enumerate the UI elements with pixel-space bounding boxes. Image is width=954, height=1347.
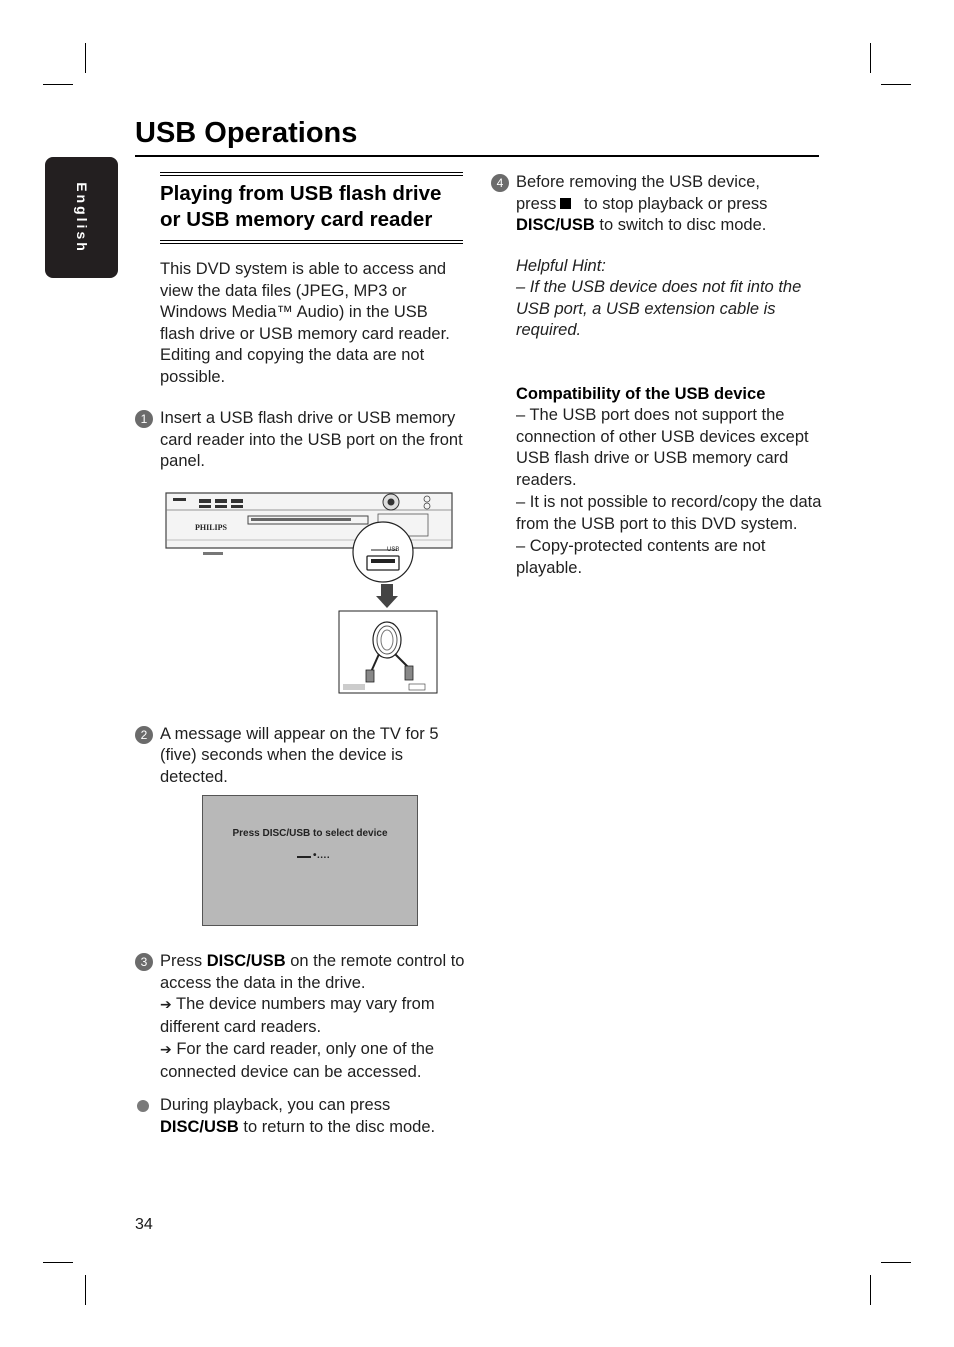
compatibility-item: – The USB port does not support the connection of other USB devices except USB flash drive or USB memory card readers. (516, 406, 809, 489)
helpful-hint (491, 256, 826, 342)
language-tab-label: English (73, 181, 90, 254)
step-4-mid: to stop playback or press (579, 194, 768, 213)
section-heading: Playing from USB flash drive or USB memory card reader (160, 182, 442, 231)
step-2-text: A message will appear on the TV for 5 (five) seconds when the device is detected. (160, 724, 439, 786)
step-2 (135, 724, 465, 789)
usb-port-label: USB (387, 547, 400, 553)
bullet-post: to return to the disc mode. (238, 1117, 436, 1136)
bullet-pre: During playback, you can press (160, 1096, 391, 1114)
intro-paragraph: This DVD system is able to access and view the data files (JPEG, MP3 or Windows Media™ Audio) in the USB flash drive or USB memory card reader. Editing and copying the data are not possible. (160, 260, 450, 386)
tv-screen-message (202, 795, 418, 926)
step-number-1: 1 (135, 410, 153, 428)
step-3-note-1-text: The device numbers may vary from different card readers. (160, 995, 435, 1036)
crop-mark (85, 1275, 86, 1305)
crop-mark (881, 1262, 911, 1263)
progress-bar (297, 856, 311, 858)
step-4-line-3 (516, 215, 826, 237)
bullet-dot-icon (137, 1100, 149, 1112)
step-3-note-2-text: For the card reader, only one of the connected device can be accessed. (160, 1040, 435, 1081)
step-3-pre: Press (160, 952, 207, 970)
bullet-text (160, 1095, 465, 1138)
step-4-post: to switch to disc mode. (594, 216, 767, 234)
stop-icon (560, 198, 571, 209)
step-4 (491, 172, 826, 237)
step-3 (135, 951, 465, 1083)
compatibility-heading: Compatibility of the USB device (516, 384, 766, 403)
dvd-player-illustration (163, 490, 455, 695)
right-column (491, 172, 826, 579)
arrow-right-icon: ➔ (160, 997, 172, 1013)
arrow-right-icon: ➔ (160, 1042, 172, 1058)
title-rule (135, 155, 819, 157)
step-number-4: 4 (491, 174, 509, 192)
crop-mark (870, 1275, 871, 1305)
step-3-note-1 (160, 994, 465, 1038)
page-title: USB Operations (135, 117, 358, 149)
brand-logo: PHILIPS (195, 523, 228, 532)
crop-mark (43, 84, 73, 85)
compatibility-item: – Copy-protected contents are not playable. (516, 537, 766, 577)
language-tab (45, 157, 118, 278)
disc-usb-key: DISC/USB (516, 216, 595, 234)
disc-usb-key: DISC/USB (206, 952, 286, 970)
crop-mark (870, 43, 871, 73)
step-3-text (160, 951, 465, 994)
step-number-3: 3 (135, 953, 153, 971)
crop-mark (881, 84, 911, 85)
compatibility-section (491, 384, 826, 580)
section-heading-box (160, 172, 463, 244)
step-3-post: on the remote control to access the data in the drive. (160, 952, 465, 992)
hint-body: – If the USB device does not fit into the USB port, a USB extension cable is required. (516, 278, 802, 339)
dvd-usb-illustration (163, 490, 455, 695)
step-number-2: 2 (135, 726, 153, 744)
bullet-item (135, 1095, 465, 1138)
step-3-note-2 (160, 1039, 465, 1083)
compatibility-item: – It is not possible to record/copy the data from the USB port to this DVD system. (516, 493, 822, 533)
disc-usb-key: DISC/USB (160, 1117, 239, 1136)
step-4-line-2 (516, 194, 826, 216)
crop-mark (85, 43, 86, 73)
step-4-press: press (516, 194, 557, 213)
step-4-line-1: Before removing the USB device, (516, 173, 760, 191)
hint-title: Helpful Hint: (516, 256, 606, 275)
progress-dots: •.... (313, 850, 331, 861)
crop-mark (43, 1262, 73, 1263)
tv-message-text: Press DISC/USB to select device (232, 828, 388, 839)
page-number: 34 (135, 1216, 153, 1233)
step-1 (135, 408, 465, 473)
step-1-text: Insert a USB flash drive or USB memory card reader into the USB port on the front panel. (160, 409, 463, 470)
